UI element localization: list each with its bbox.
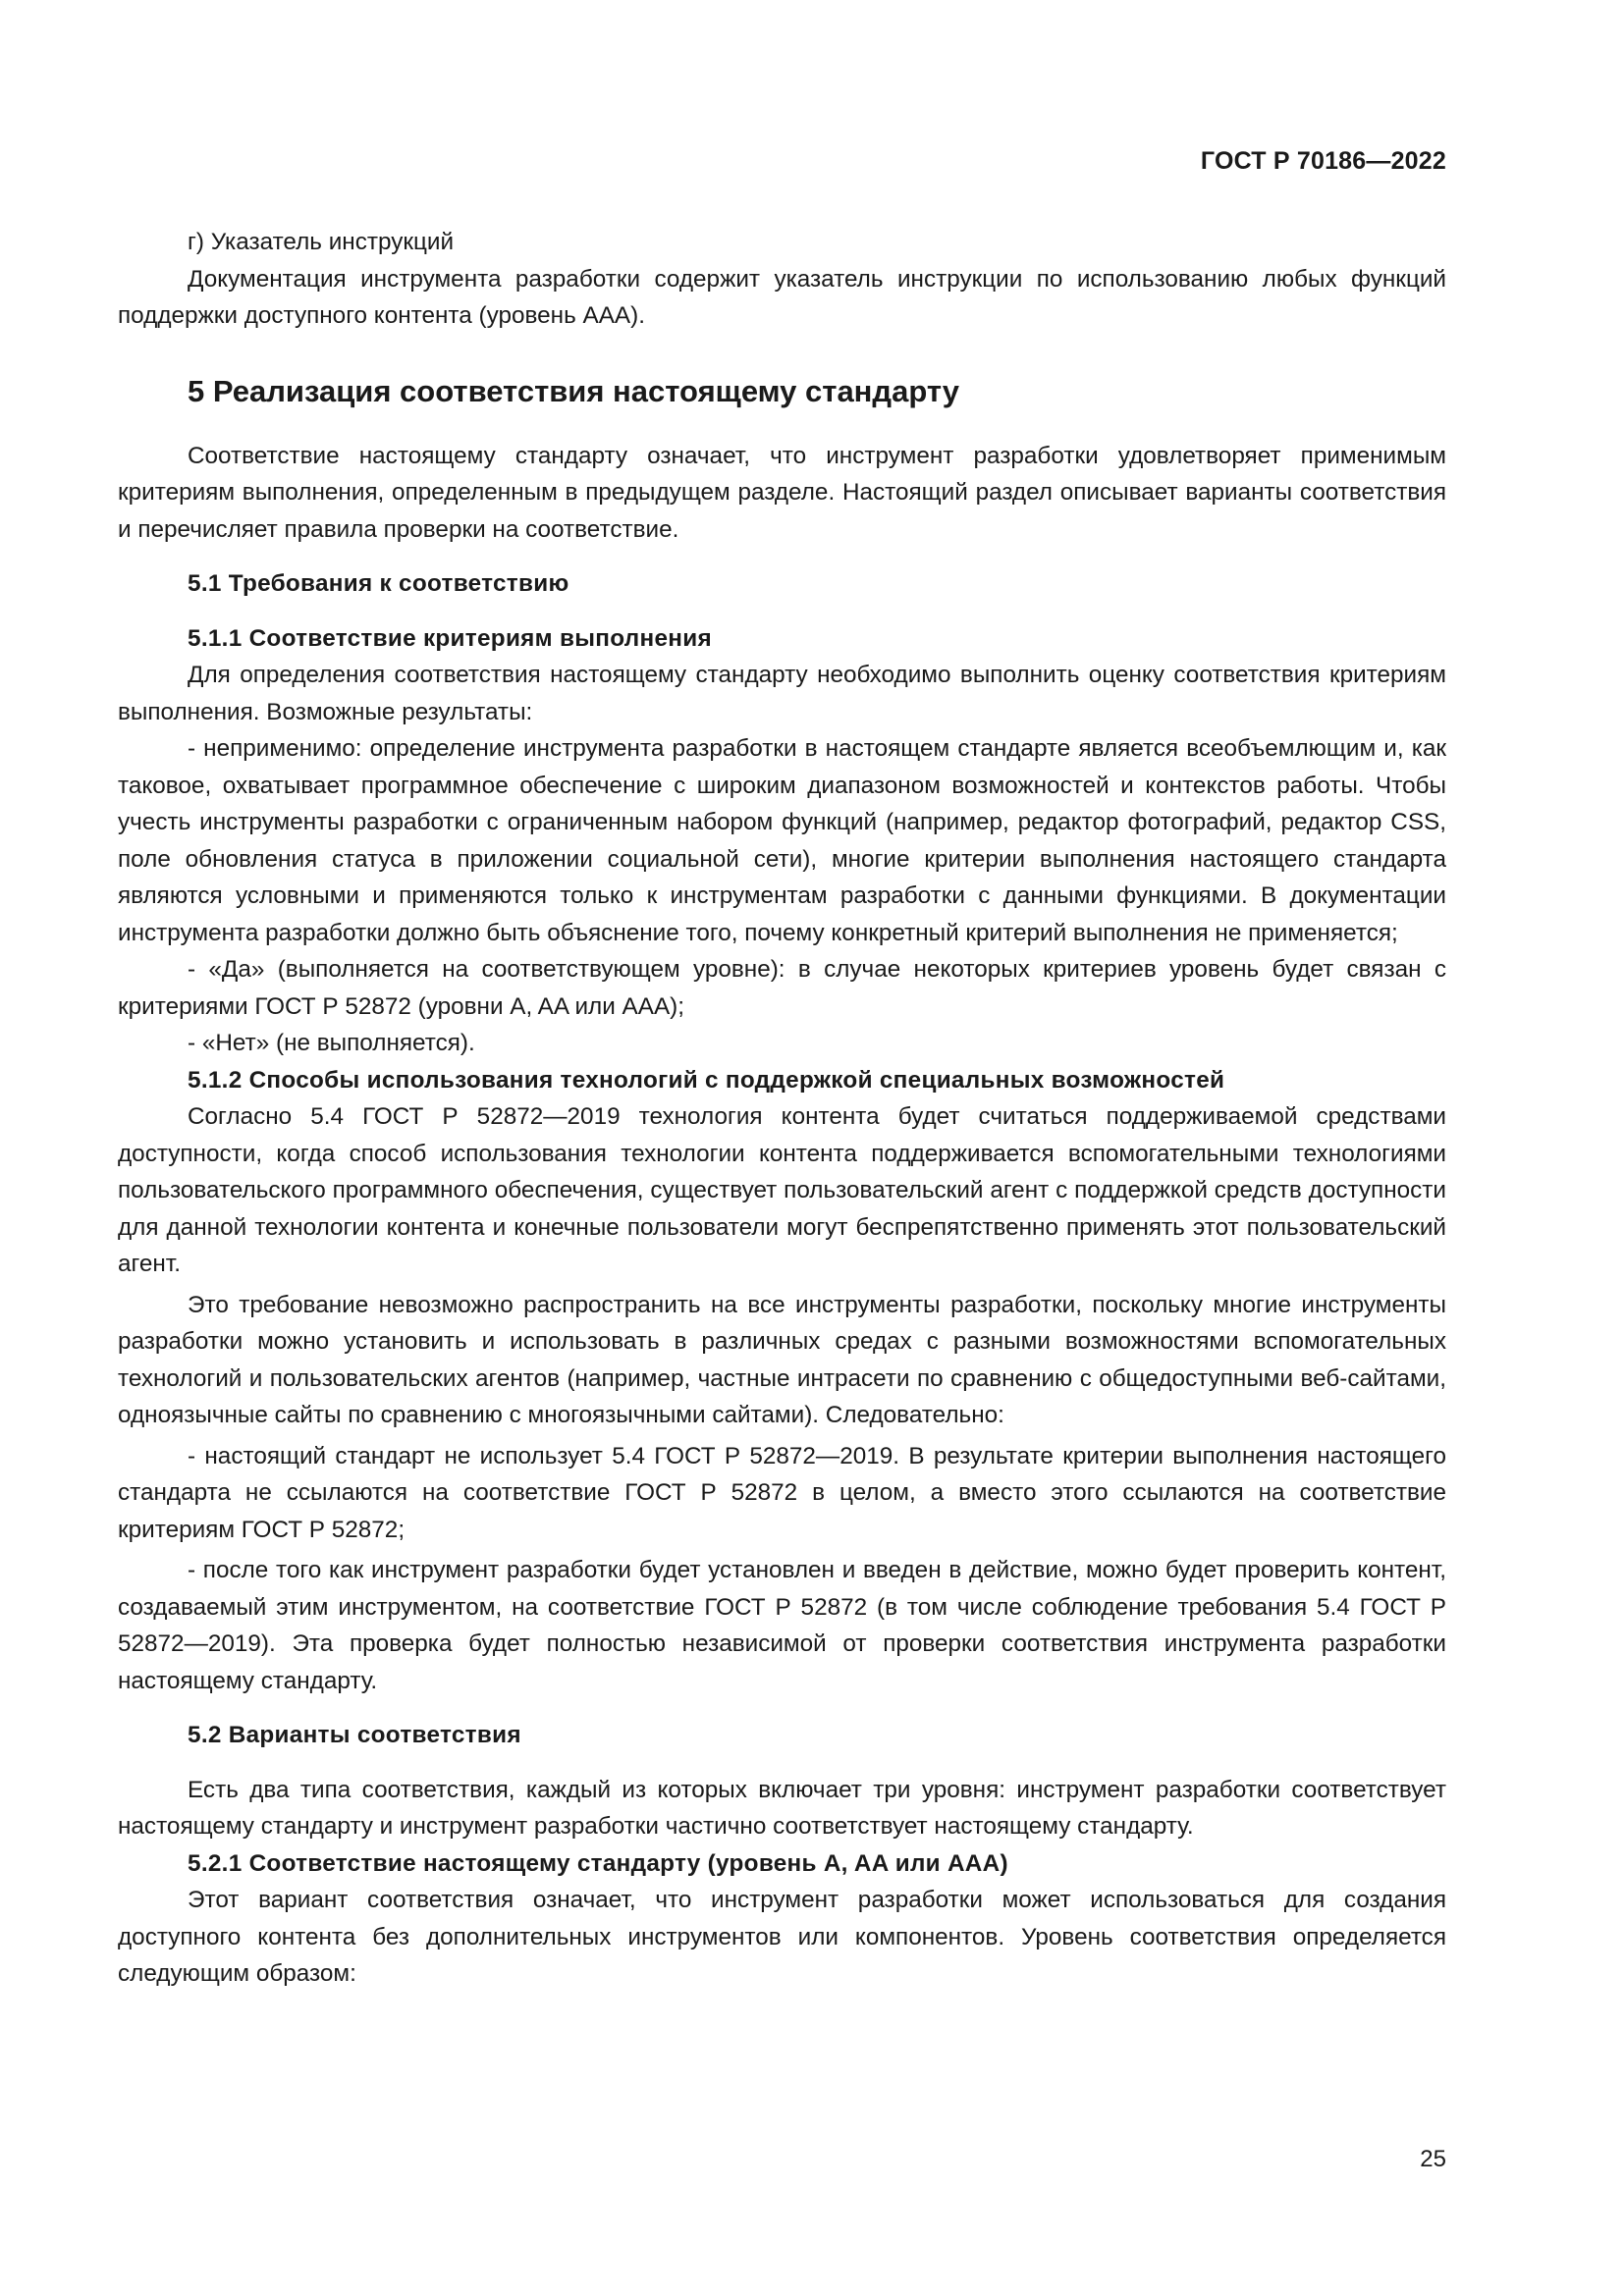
section-5-2-1-heading: 5.2.1 Соответствие настоящему стандарту (уровень A, AA или AAA) [188, 1849, 1008, 1877]
item-g-text: Документация инструмента разработки содержит указатель инструкции по использованию любых функций поддержки доступного контента (уровень AAA). [118, 265, 1446, 329]
section-5-1-1-heading: 5.1.1 Соответствие критериям выполнения [188, 624, 712, 652]
section-5-1-2-paragraph-1: Согласно 5.4 ГОСТ Р 52872—2019 технология контента будет считаться поддерживаемой средствами доступности, когда способ использования технологии контента поддерживается вспомогательными технологиями пользовательского программного обеспечения, существует пользовательский агент с поддержкой средств доступности для данной технологии контента и конечные пользователи могут беспрепятственно применять этот пользовательский агент. [118, 1103, 1446, 1277]
section-5-2-paragraph: Есть два типа соответствия, каждый из которых включает три уровня: инструмент разработки соответствует настоящему стандарту и инструмент разработки частично соответствует настоящему стандарту. [118, 1776, 1446, 1840]
list-item-after-install: - после того как инструмент разработки будет установлен и введен в действие, можно будет проверить контент, создаваемый этим инструментом, на соответствие ГОСТ Р 52872 (в том числе соблюдение требования 5.4 ГОСТ Р 52872—2019). Эта проверка будет полностью независимой от проверки соответствия инструмента разработки настоящему стандарту. [118, 1557, 1446, 1694]
list-item-not-applicable: - неприменимо: определение инструмента разработки в настоящем стандарте является всеобъемлющим и, как таковое, охватывает программное обеспечение с широким диапазоном возможностей и контекстов работы. Чтобы учесть инструменты разработки с ограниченным набором функций (например, редактор фотографий, редактор CSS, поле обновления статуса в приложении социальной сети), многие критерии выполнения настоящего стандарта являются условными и применяются только к инструментам разработки с данными функциями. В документации инструмента разработки должно быть объяснение того, почему конкретный критерий выполнения не применяется; [118, 735, 1446, 946]
item-g-title: г) Указатель инструкций [188, 229, 455, 255]
section-5-2-heading: 5.2 Варианты соответствия [188, 1722, 521, 1748]
section-5-2-1-paragraph: Этот вариант соответствия означает, что инструмент разработки может использоваться для создания доступного контента без дополнительных инструментов или компонентов. Уровень соответствия определяется следующим образом: [118, 1887, 1446, 1987]
section-5-1-heading: 5.1 Требования к соответствию [188, 570, 569, 597]
section-5-heading: 5 Реализация соответствия настоящему стандарту [188, 373, 960, 408]
list-item-no: - «Нет» (не выполняется). [188, 1030, 475, 1056]
list-item-yes: - «Да» (выполняется на соответствующем уровне): в случае некоторых критериев уровень будет связан с критериями ГОСТ Р 52872 (уровни A, AA или AAA); [118, 956, 1446, 1020]
section-5-1-2-paragraph-2: Это требование невозможно распространить на все инструменты разработки, поскольку многие инструменты разработки можно установить и использовать в различных средах с разными возможностями вспомогательных технологий и пользовательских агентов (например, частные интрасети по сравнению с общедоступными веб-сайтами, одноязычные сайты по сравнению с многоязычными сайтами). Следовательно: [118, 1291, 1446, 1428]
section-5-1-2-heading: 5.1.2 Способы использования технологий с поддержкой специальных возможностей [188, 1066, 1225, 1094]
page-number: 25 [1420, 2146, 1446, 2172]
running-header: ГОСТ Р 70186—2022 [1200, 147, 1446, 175]
section-5-paragraph: Соответствие настоящему стандарту означает, что инструмент разработки удовлетворяет применимым критериям выполнения, определенным в предыдущем разделе. Настоящий раздел описывает варианты соответствия и перечисляет правила проверки на соответствие. [118, 442, 1446, 543]
list-item-standard-not-using: - настоящий стандарт не использует 5.4 ГОСТ Р 52872—2019. В результате критерии выполнения настоящего стандарта не ссылаются на соответствие ГОСТ Р 52872 в целом, а вместо этого ссылаются на соответствие критериям ГОСТ Р 52872; [118, 1442, 1446, 1543]
body-text [118, 224, 1446, 1993]
section-5-1-1-paragraph: Для определения соответствия настоящему стандарту необходимо выполнить оценку соответствия критериям выполнения. Возможные результаты: [118, 662, 1446, 725]
